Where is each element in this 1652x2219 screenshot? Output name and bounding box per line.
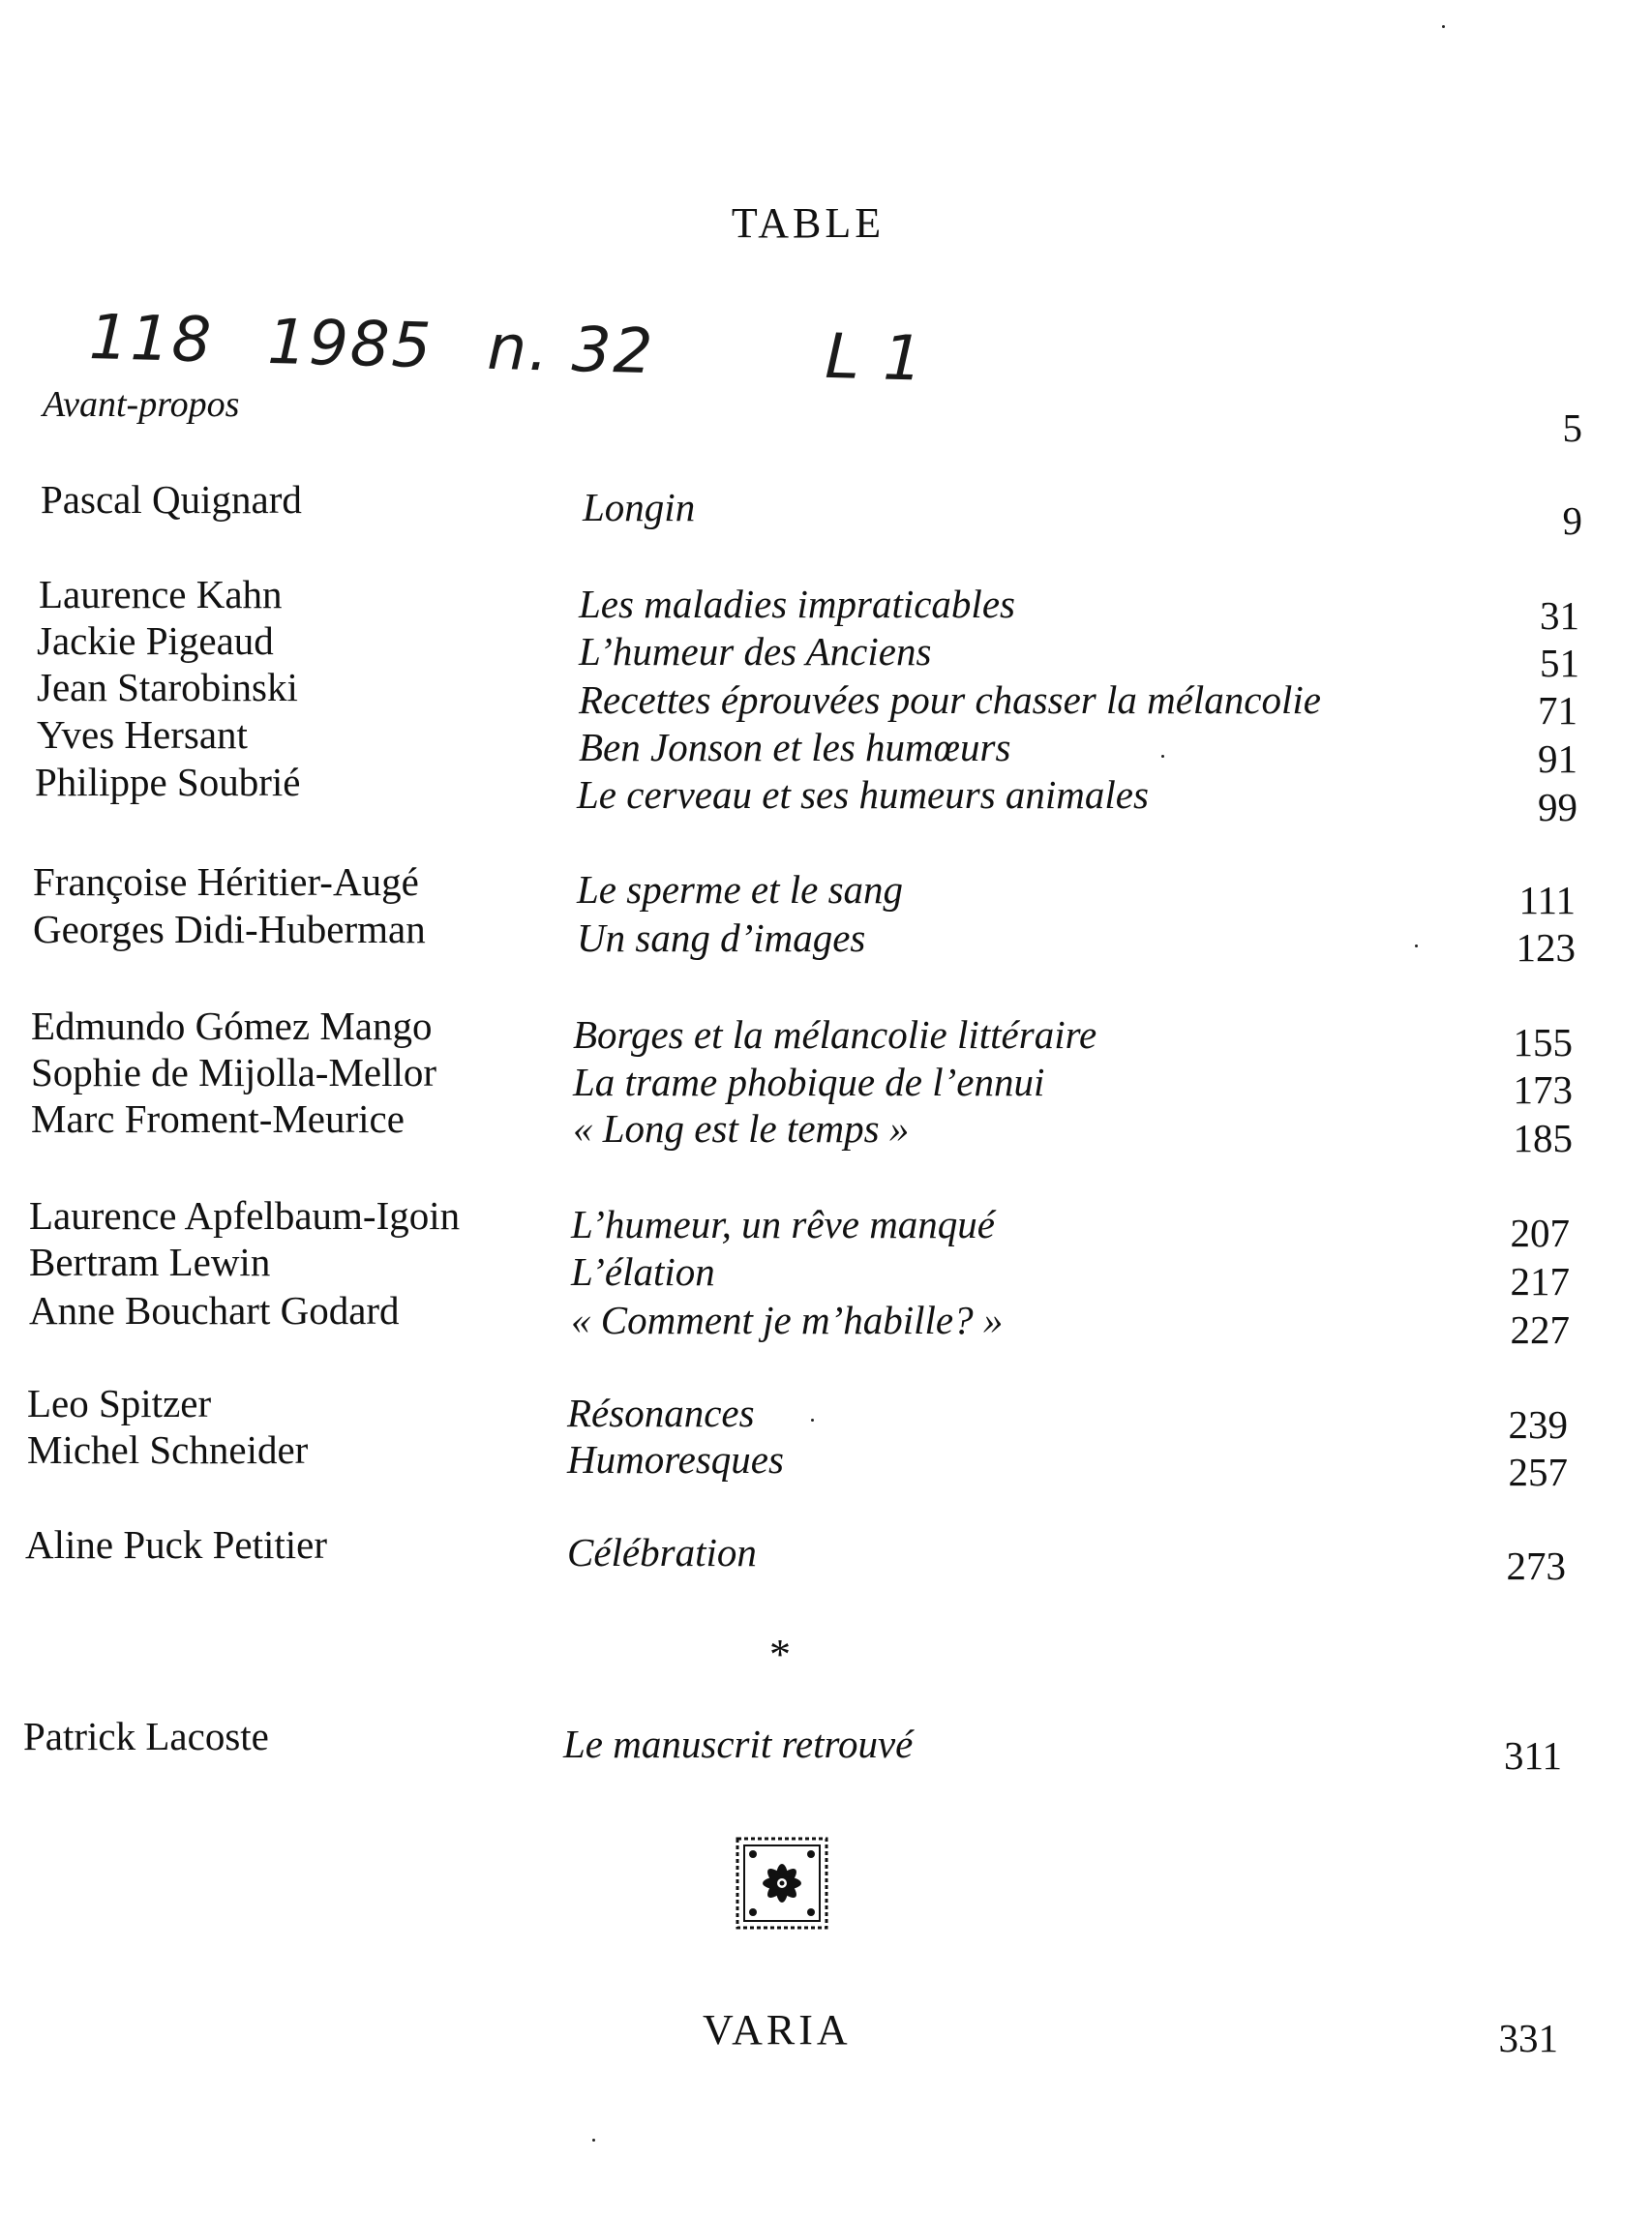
toc-page: 185 [1513, 1116, 1573, 1160]
toc-author: Pascal Quignard [41, 477, 302, 522]
toc-author: Yves Hersant [37, 712, 248, 757]
page-title: TABLE [731, 199, 886, 247]
toc-author: Leo Spitzer [27, 1381, 212, 1425]
handwritten-note-part: 1985 [266, 306, 435, 383]
toc-title: Un sang d’images [577, 915, 866, 960]
toc-author: Jackie Pigeaud [37, 618, 274, 663]
varia-page: 331 [1498, 2016, 1558, 2060]
floral-ornament-icon [736, 1837, 828, 1930]
toc-title: Résonances [567, 1391, 755, 1435]
toc-title: La trame phobique de l’ennui [573, 1060, 1045, 1104]
toc-author: Philippe Soubrié [35, 760, 301, 804]
toc-title: L’humeur, un rêve manqué [571, 1202, 996, 1246]
handwritten-note-part: n. 32 [486, 312, 656, 389]
scan-speck [811, 1419, 814, 1422]
toc-page: 51 [1540, 641, 1579, 685]
toc-page: 99 [1538, 785, 1577, 829]
toc-page: 257 [1508, 1450, 1568, 1494]
section-separator: * [769, 1631, 791, 1678]
toc-author: Françoise Héritier-Augé [33, 859, 419, 904]
toc-author: Patrick Lacoste [23, 1714, 269, 1758]
scan-speck [1415, 945, 1418, 947]
toc-page: 273 [1506, 1544, 1566, 1588]
scan-speck [592, 2139, 595, 2142]
toc-author: Jean Starobinski [37, 665, 298, 709]
toc-page: 311 [1504, 1733, 1562, 1778]
toc-author: Anne Bouchart Godard [29, 1288, 400, 1333]
toc-title: Ben Jonson et les humœurs [579, 725, 1011, 769]
toc-page: 207 [1510, 1211, 1570, 1255]
toc-page: 123 [1516, 925, 1576, 970]
toc-title: Borges et la mélancolie littéraire [573, 1012, 1097, 1057]
toc-author: Georges Didi-Huberman [33, 907, 426, 951]
toc-title: « Long est le temps » [573, 1106, 910, 1151]
toc-author: Bertram Lewin [29, 1240, 271, 1284]
toc-page: 9 [1562, 498, 1582, 543]
toc-title: Le sperme et le sang [577, 867, 904, 912]
toc-author: Laurence Kahn [39, 572, 283, 616]
toc-title: Le manuscrit retrouvé [563, 1722, 914, 1766]
toc-page: 155 [1513, 1020, 1573, 1065]
toc-author: Sophie de Mijolla-Mellor [31, 1050, 437, 1095]
toc-page: 71 [1538, 688, 1577, 733]
toc-page: 227 [1510, 1307, 1570, 1352]
avant-propos-label: Avant-propos [43, 384, 240, 425]
avant-propos-page: 5 [1562, 405, 1582, 450]
scan-speck [1442, 25, 1445, 28]
toc-author: Marc Froment-Meurice [31, 1096, 405, 1141]
toc-title: Humoresques [567, 1437, 784, 1482]
handwritten-note-part: L 1 [824, 320, 926, 396]
toc-page: 173 [1513, 1067, 1573, 1112]
toc-page: 91 [1538, 736, 1577, 781]
toc-title: Les maladies impraticables [579, 582, 1015, 626]
toc-title: Célébration [567, 1530, 757, 1574]
toc-title: L’élation [571, 1249, 715, 1294]
toc-title: L’humeur des Anciens [579, 629, 932, 674]
toc-author: Laurence Apfelbaum-Igoin [29, 1193, 461, 1238]
scan-speck [1161, 755, 1164, 758]
toc-page: 111 [1518, 878, 1576, 922]
toc-title: Recettes éprouvées pour chasser la mélancolie [579, 677, 1321, 722]
varia-heading: VARIA [703, 2006, 852, 2054]
handwritten-note-part: 118 [88, 302, 215, 377]
toc-page: 239 [1508, 1402, 1568, 1447]
toc-page: 217 [1510, 1259, 1570, 1304]
toc-page: 31 [1540, 593, 1579, 638]
toc-author: Edmundo Gómez Mango [31, 1004, 433, 1048]
toc-author: Michel Schneider [27, 1427, 309, 1472]
toc-title: Le cerveau et ses humeurs animales [577, 772, 1149, 817]
toc-title: « Comment je m’habille? » [571, 1298, 1004, 1342]
toc-author: Aline Puck Petitier [25, 1522, 328, 1567]
toc-title: Longin [583, 485, 696, 529]
